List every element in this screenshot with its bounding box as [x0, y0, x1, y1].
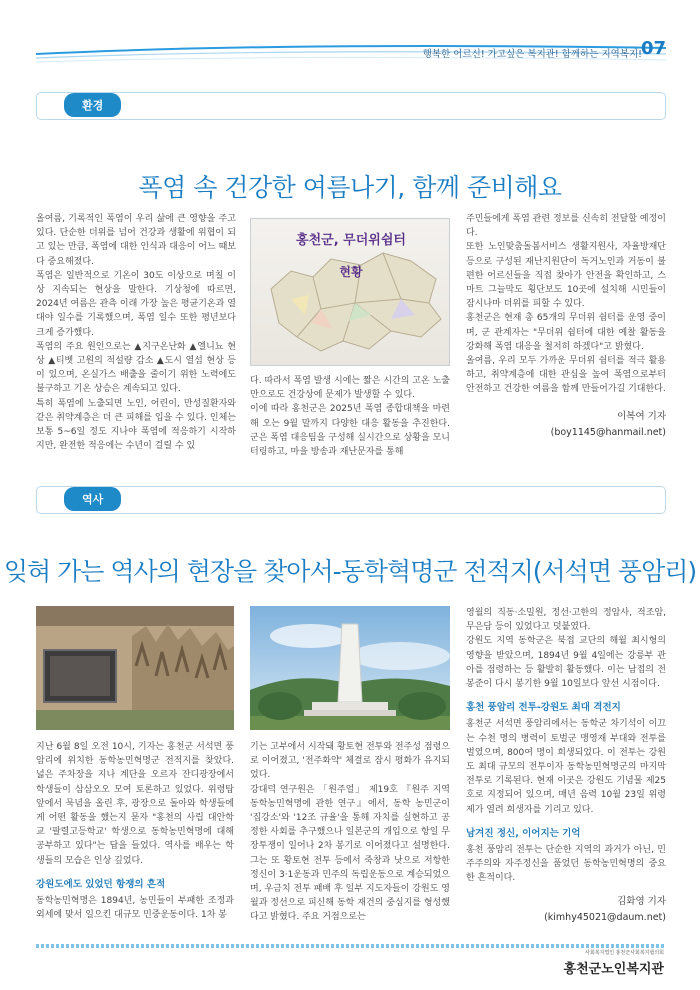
paragraph: 강대덕 연구원은 「원주얼」 제19호 『원주 지역 동학농민혁명에 관한 연구』에서, 동학 농민군이 '집강소'와 '12조 규율'을 통해 자치를 실현하고 공정한 사회를 추구했으나 일본군의 개입으로 항일 무장투쟁이 일어나 2차 봉기로 이어졌다고 설명한다. 그는 또 황토현 전투 등에서 죽창과 낫으로 저항한 정신이 3·1운동과 민주의 독립운동으로 계승되었으며, 우금치 전투 패배 후 일부 지도자들이 강원도 영월과 정선으로 피신해 동학 재건의 중심지를 형성했다고 밝혔다. 주요 거점으로는	[250, 784, 450, 923]
paragraph: 또한 노인맞춤돌봄서비스 생활지원사, 자율방재단 등으로 구성된 재난지원단이 독거노인과 거동이 불편한 어르신들을 직접 찾아가 안전을 확인하고, 스마트 그늘막도 횡단보도 10곳에 설치해 시민들이 잠시나마 더위를 피할 수 있다.	[466, 242, 666, 310]
monument-photo	[250, 606, 450, 730]
article2-col3	[466, 606, 666, 926]
article1-col2	[250, 374, 450, 459]
footer-divider	[36, 944, 666, 948]
paragraph: 폭염은 일반적으로 기온이 30도 이상으로 며칠 이상 지속되는 현상을 말한다. 기상청에 따르면, 2024년 여름은 관측 이래 가장 높은 평균기온과 열대야 일수를 기록했으며, 폭염 일수 또한 평년보다 크게 증가했다.	[36, 270, 236, 338]
paragraph: 강원도 지역 동학군은 북접 교단의 해월 최시형의 영향을 받았으며, 1894년 9월 4일에는 강릉부 관아를 점령하는 등 활발히 활동했다. 이는 남접의 전봉준이 다시 봉기한 9월 10일보다 앞선 시점이다.	[466, 636, 666, 690]
reporter-email: (boy1145@hanmail.net)	[550, 426, 666, 438]
article1-col3	[466, 212, 666, 441]
footer-org-name: 홍천군노인복지관	[563, 962, 664, 977]
paragraph: 폭염의 주요 원인으로는 ▲지구온난화 ▲엘니뇨 현상 ▲티벳 고원의 적설량 감소 ▲도시 열섬 현상 등이 있으며, 온실가스 배출을 줄이기 위한 노력에도 불구하고 기온 상승은 계속되고 있다.	[36, 341, 236, 395]
paragraph: 특히 폭염에 노출되면 노인, 어린이, 만성질환자와 같은 취약계층은 더 큰 피해를 입을 수 있다. 인체는 보통 5~6일 정도 지나야 폭염에 적응하기 시작하지만, 완전한 적응에는 수년이 걸릴 수 있	[36, 398, 236, 452]
paragraph: 이에 따라 홍천군은 2025년 폭염 종합대책을 마련해 오는 9월 말까지 다양한 대응 활동을 추진한다. 군은 폭염 대응팀을 구성해 실시간으로 상황을 모니터링하고, 마을 방송과 재난문자를 통해	[250, 404, 450, 458]
section-tab-history: 역사	[64, 487, 121, 511]
paragraph: 영월의 직동·소밀원, 정선·고한의 정암사, 적조암, 무은담 등이 있었다고 덧붙였다.	[466, 608, 666, 633]
section-tab-environment: 환경	[64, 93, 121, 117]
paragraph: 올여름, 기록적인 폭염이 우리 삶에 큰 영향을 주고 있다. 단순한 더위를 넘어 건강과 생활에 위협이 되고 있는 만큼, 폭염에 대한 인식과 대응이 어느 때보다 중요해졌다.	[36, 214, 236, 267]
paragraph: 다. 따라서 폭염 발생 시에는 짧은 시간의 고온 노출만으로도 건강상에 문제가 발생할 수 있다.	[250, 376, 450, 401]
subheading: 강원도에도 있었던 항쟁의 흔적	[36, 878, 166, 890]
article1-title: 폭염 속 건강한 여름나기, 함께 준비해요	[138, 173, 562, 202]
article1-col1	[36, 212, 236, 453]
paragraph: 지난 6월 8일 오전 10시, 기자는 홍천군 서석면 풍암리에 위치한 동학농민혁명군 전적지를 찾았다. 넓은 주차장을 지나 계단을 오르자 잔디광장에서 학생들이 삼삼오오 모여 토론하고 있었다. 위령탑 앞에서 묵념을 올린 후, 광장으로 돌아와 학생들에게 어떤 활동을 했는지 묻자 "홍천의 사립 대안학교 '팔렬고등학교' 학생으로 동학농민혁명에 대해 공부하고 있다"는 답을 들었다. 역사를 배우는 학생들의 모습은 인상 깊었다.	[36, 742, 234, 866]
footer-org-small: 사회복지법인 홍천군사회복지협의회	[585, 950, 664, 956]
paragraph: 동학농민혁명은 1894년, 농민들이 부패한 조정과 외세에 맞서 일으킨 대규모 민중운동이다. 1차 봉	[36, 896, 234, 921]
article2-col1	[36, 740, 234, 922]
reporter-name: 이복여 기자	[617, 410, 666, 422]
reporter-email: (kimhy45021@daum.net)	[544, 911, 666, 923]
map-subtitle: 현황	[339, 265, 363, 279]
page-number: 07	[640, 38, 666, 59]
article2-title: 잊혀 가는 역사의 현장을 찾아서-동학혁명군 전적지(서석면 풍암리)	[3, 557, 697, 586]
shelter-map-image	[250, 218, 450, 366]
subheading: 남겨진 정신, 이어지는 기억	[466, 827, 581, 839]
paragraph: 올여름, 우리 모두 가까운 무더위 쉼터를 적극 활용하고, 취약계층에 대한 관심을 높여 폭염으로부터 안전하고 건강한 여름을 함께 만들어가길 기대한다.	[466, 356, 666, 395]
paragraph: 홍천 풍암리 전투는 단순한 지역의 과거가 아닌, 민주주의와 자주정신을 품었던 동학농민혁명의 중요한 흔적이다.	[466, 845, 666, 884]
paragraph: 홍천군 서석면 풍암리에서는 동학군 차기석이 이끄는 수천 명의 병력이 토벌군 맹영재 부대와 전투를 벌였으며, 800여 명이 희생되었다. 이 전투는 강원도 최대 규모의 전투이자 동학농민혁명군의 마지막 전투로 기록된다. 현재 이곳은 강원도 기념물 제25호로 지정되어 있으며, 매년 음력 10월 23일 위령제가 열려 희생자를 기리고 있다.	[466, 719, 666, 815]
section-environment-box	[36, 92, 666, 120]
paragraph: 기는 고부에서 시작돼 황토현 전투와 전주성 점령으로 이어졌고, '전주화약' 체결로 잠시 평화가 유지되었다.	[250, 742, 450, 781]
article2-col2	[250, 740, 450, 925]
subheading: 홍천 풍암리 전투-강원도 최대 격전지	[466, 702, 621, 714]
paragraph: 주민들에게 폭염 관련 정보를 신속히 전달할 예정이다.	[466, 214, 666, 239]
map-title: 홍천군, 무더위쉼터	[296, 233, 406, 248]
section-history-box	[36, 486, 666, 514]
header-slogan: 행복한 어르신! 가고싶은 복지관! 함께하는 지역복지!	[422, 49, 642, 60]
reporter-name: 김화영 기자	[617, 895, 666, 907]
memorial-wall-photo	[36, 606, 234, 730]
paragraph: 홍천군은 현재 총 65개의 무더위 쉼터를 운영 중이며, 군 관계자는 "무더위 쉼터에 대한 예찰 활동을 강화해 폭염 대응을 철저히 하겠다"고 밝혔다.	[466, 313, 666, 352]
